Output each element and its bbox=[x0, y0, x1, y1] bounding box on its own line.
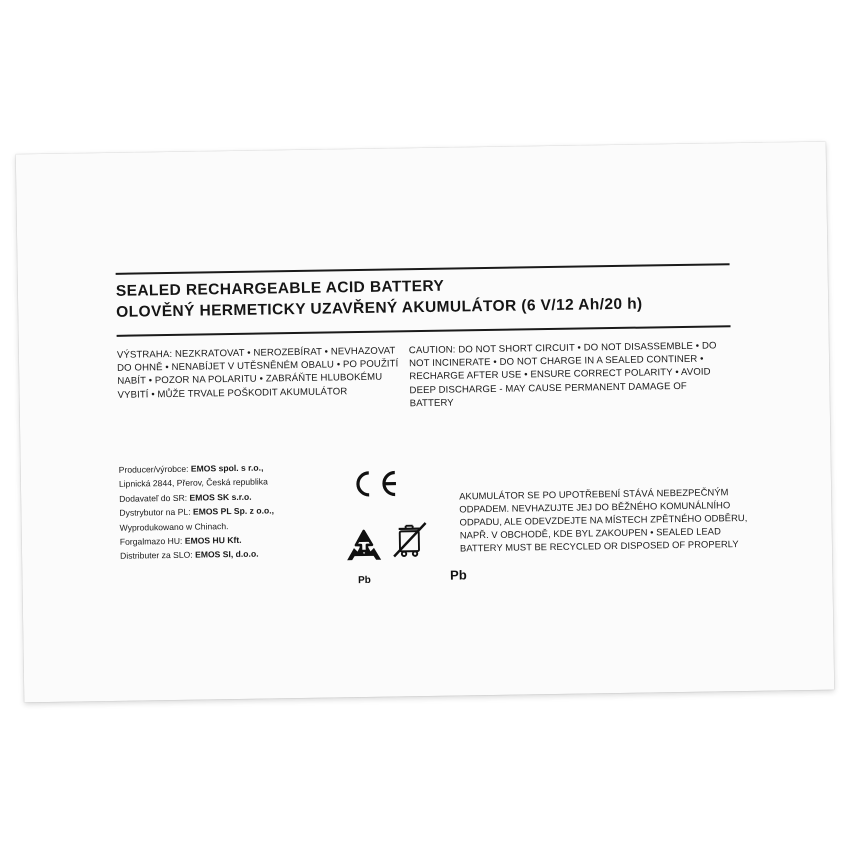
distributor-pl-label: Dystrybutor na PL: bbox=[119, 506, 194, 519]
recycling-loop-icon bbox=[342, 527, 387, 587]
producer-line bbox=[120, 545, 370, 563]
producer-block bbox=[119, 459, 371, 564]
title-czech: OLOVĚNÝ HERMETICKY UZAVŘENÝ AKUMULÁTOR (6 V/12 Ah/20 h) bbox=[116, 295, 643, 321]
warning-text-czech: VÝSTRAHA: NEZKRATOVAT • NEROZEBÍRAT • NEVHAZOVAT DO OHNĚ • NENABÍJET V UTĚSNĚNÉM OBALU • PO POUŽITÍ NABÍT • POZOR NA POLARITU • ZABRÁŇTE HLUBOKÉMU VYBITÍ • MŮŽE TRVALE POŠKODIT AKUMULÁTOR bbox=[116, 345, 399, 401]
divider-bottom bbox=[117, 325, 731, 337]
producer-address: Lipnická 2844, Přerov, Česká republika bbox=[118, 476, 268, 490]
origin-note: Wyprodukowano w Chinach. bbox=[119, 520, 229, 533]
symbols-group bbox=[339, 468, 467, 590]
supplier-sk-value: EMOS SK s.r.o. bbox=[189, 491, 252, 503]
supplier-sk-label: Dodavateľ do SR: bbox=[119, 492, 190, 504]
distributor-slo-label: Distributer za SLO: bbox=[119, 550, 196, 562]
title-block bbox=[116, 271, 737, 323]
pb-label-left: Pb bbox=[358, 574, 371, 587]
producer-value: EMOS spol. s r.o., bbox=[190, 462, 264, 474]
pb-label-right: Pb bbox=[449, 567, 467, 583]
disposal-instructions: AKUMULÁTOR SE PO UPOTŘEBENÍ STÁVÁ NEBEZPEČNÝM ODPADEM. NEVHAZUJTE JEJ DO BĚŽNÉHO KOMUNÁLNÍHO ODPADU, ALE ODEVZDEJTE NA MÍSTECH ZPĚTNÉHO ODBĚRU, NAPŘ. V OBCHODĚ, KDE BYL ZAKOUPEN • SEALED LEAD BATTERY MUST BE RECYCLED OR DISPOSED OF PROPERLY bbox=[459, 486, 748, 554]
distributor-hu-label: Forgalmazo HU: bbox=[119, 535, 185, 547]
battery-label-card bbox=[16, 142, 835, 703]
producer-label: Producer/výrobce: bbox=[118, 463, 191, 475]
ce-mark-icon bbox=[347, 468, 406, 504]
warning-text-english: CAUTION: DO NOT SHORT CIRCUIT • DO NOT DISASSEMBLE • DO NOT INCINERATE • DO NOT CHARGE IN A SEALED CONTINER • RECHARGE AFTER USE • ENSURE CORRECT POLARITY • AVOID DEEP DISCHARGE - MAY CAUSE PERMANENT DAMAGE OF BATTERY bbox=[408, 340, 717, 410]
title-english: SEALED RECHARGEABLE ACID BATTERY bbox=[115, 277, 445, 300]
distributor-pl-value: EMOS PL Sp. z o.o., bbox=[192, 505, 275, 517]
distributor-slo-value: EMOS SI, d.o.o. bbox=[194, 549, 259, 561]
distributor-hu-value: EMOS HU Kft. bbox=[184, 534, 242, 546]
crossed-out-wheelie-bin-icon bbox=[388, 520, 467, 583]
label-content bbox=[16, 142, 835, 703]
